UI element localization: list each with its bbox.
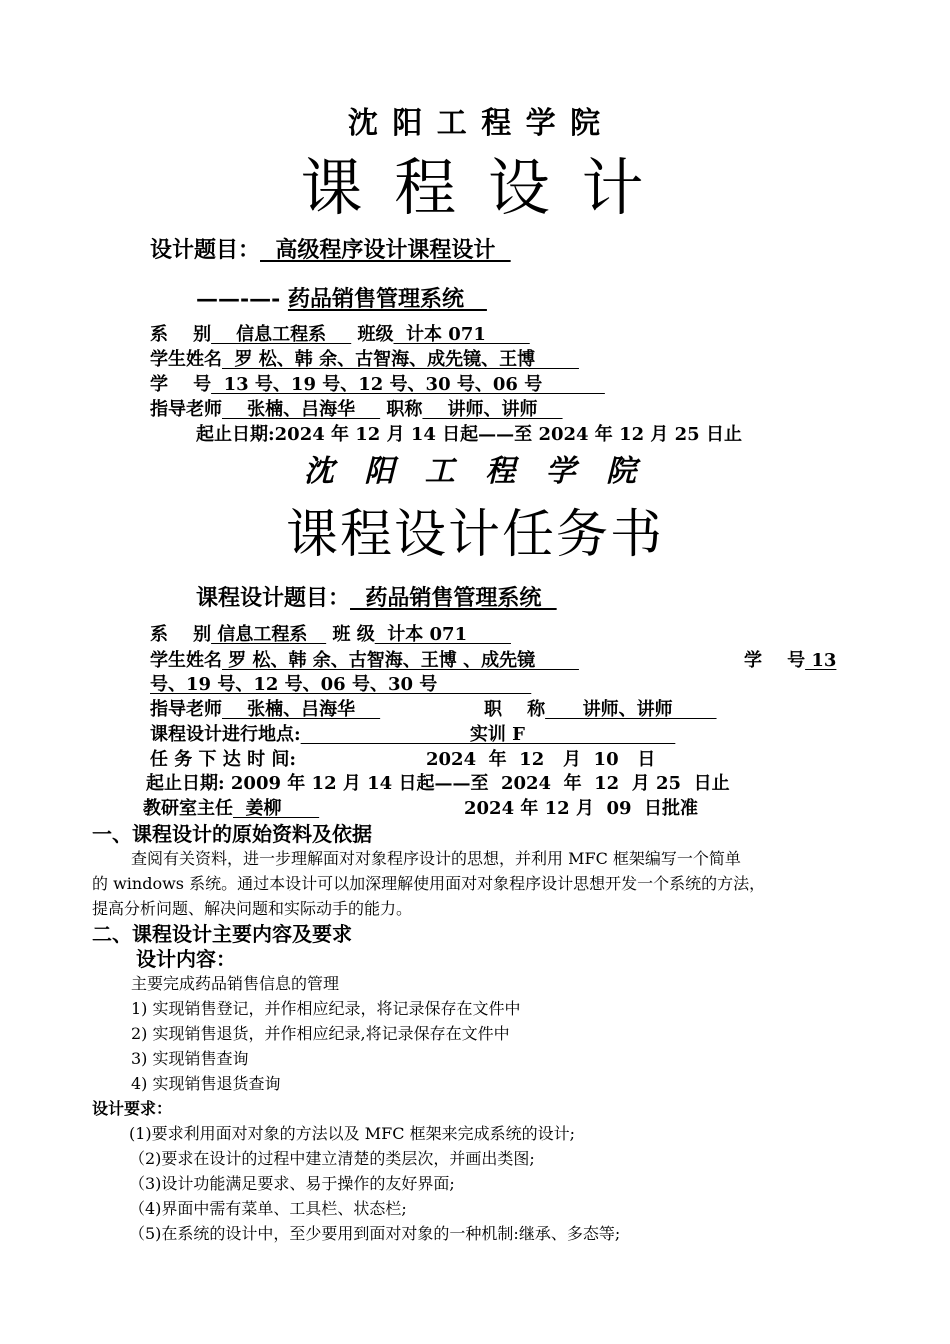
cover-class-label: 班级 bbox=[357, 324, 394, 345]
cover-rank-label: 职称 bbox=[386, 399, 423, 420]
task-issue-value: 2024 年 12 月 10 日 bbox=[426, 749, 656, 770]
section1-heading: 一、课程设计的原始资料及依据 bbox=[92, 822, 372, 846]
task-director-row bbox=[143, 798, 319, 820]
task-rank-label: 职 称 bbox=[484, 699, 546, 720]
task-dates: 起止日期: 2009 年 12 月 14 日起——至 2024 年 12 月 25 日止 bbox=[146, 773, 730, 794]
task-director-value: 姜柳 bbox=[233, 798, 320, 819]
cover-topic-row bbox=[150, 237, 511, 263]
task-id-value-line1: 13 bbox=[805, 650, 837, 671]
task-rank-value: 讲师、讲师 bbox=[545, 699, 717, 720]
cover-id-row bbox=[150, 374, 605, 396]
section1-para-line2: 的 windows 系统。通过本设计可以加深理解使用面对对象程序设计思想开发一个系统的方法， bbox=[92, 874, 766, 893]
section1-para-line3: 提高分析问题、解决问题和实际动手的能力。 bbox=[92, 899, 413, 918]
cover-students-label: 学生姓名 bbox=[150, 349, 222, 370]
task-students-label: 学生姓名 bbox=[150, 650, 222, 671]
cover-advisor-row bbox=[150, 399, 563, 421]
list-item: 2) 实现销售退货，并作相应纪录,将记录保存在文件中 bbox=[131, 1024, 510, 1043]
task-issue-label: 任 务 下 达 时 间: bbox=[150, 749, 296, 770]
task-topic-label: 课程设计题目： bbox=[196, 585, 351, 611]
list-item: (1)要求利用面对对象的方法以及 MFC 框架来完成系统的设计; bbox=[129, 1124, 575, 1143]
cover-id-label: 学 号 bbox=[150, 374, 212, 395]
design-requirements-heading: 设计要求： bbox=[92, 1099, 173, 1118]
list-item: 1) 实现销售登记，并作相应纪录，将记录保存在文件中 bbox=[131, 999, 521, 1018]
task-director-label: 教研室主任 bbox=[143, 798, 233, 819]
cover-dept-row bbox=[150, 324, 530, 346]
cover-dates: 起止日期:2024 年 12 月 14 日起——至 2024 年 12 月 25 日止 bbox=[196, 424, 742, 445]
cover-dept-label: 系 别 bbox=[150, 324, 212, 345]
task-place-label: 课程设计进行地点: bbox=[150, 724, 301, 745]
cover-students-value: 罗 松、韩 余、古智海、成先镜、王博 bbox=[222, 349, 579, 370]
list-item: （5)在系统的设计中，至少要用到面对对象的一种机制:继承、多态等; bbox=[129, 1224, 621, 1243]
list-item: （3)设计功能满足要求、易于操作的友好界面; bbox=[129, 1174, 455, 1193]
task-place-row bbox=[150, 724, 675, 746]
cover-advisor-label: 指导老师 bbox=[150, 399, 222, 420]
task-id-value-line2: 号、19 号、12 号、06 号、30 号 bbox=[150, 674, 532, 695]
task-topic-value: 药品销售管理系统 bbox=[350, 585, 557, 611]
design-content-intro: 主要完成药品销售信息的管理 bbox=[131, 974, 340, 993]
task-advisor-value: 张楠、吕海华 bbox=[222, 699, 381, 720]
cover-rank-value: 讲师、讲师 bbox=[422, 399, 563, 420]
cover-subtopic-prefix: ——-—- bbox=[196, 286, 281, 312]
task-students-row bbox=[150, 650, 579, 672]
cover-school-name: 沈 阳 工 程 学 院 bbox=[347, 106, 603, 141]
cover-subtopic-row bbox=[196, 286, 487, 312]
section1-para-line1: 查阅有关资料，进一步理解面对对象程序设计的思想，并利用 MFC 框架编写一个简单 bbox=[131, 849, 741, 868]
task-topic-row bbox=[196, 585, 557, 611]
task-students-value: 罗 松、韩 余、古智海、王博 、成先镜 bbox=[222, 650, 579, 671]
design-content-heading: 设计内容： bbox=[136, 947, 236, 971]
cover-dept-value: 信息工程系 bbox=[211, 324, 352, 345]
cover-advisor-value: 张楠、吕海华 bbox=[222, 399, 381, 420]
task-doc-title: 课程设计任务书 bbox=[285, 505, 664, 565]
cover-topic-label: 设计题目： bbox=[150, 237, 261, 263]
task-dept-label: 系 别 bbox=[150, 624, 212, 645]
task-id-continuation bbox=[150, 674, 531, 696]
task-advisor-label: 指导老师 bbox=[150, 699, 222, 720]
task-school-name: 沈 阳 工 程 学 院 bbox=[303, 454, 647, 489]
task-issue-row bbox=[150, 749, 296, 771]
cover-id-value: 13 号、19 号、12 号、30 号、06 号 bbox=[211, 374, 605, 395]
list-item: （2)要求在设计的过程中建立清楚的类层次，并画出类图; bbox=[129, 1149, 535, 1168]
task-advisor-row bbox=[150, 699, 380, 721]
task-id-row bbox=[744, 650, 836, 672]
task-rank-row bbox=[484, 699, 717, 721]
cover-topic-value: 高级程序设计课程设计 bbox=[260, 237, 511, 263]
list-item: 3) 实现销售查询 bbox=[131, 1049, 249, 1068]
cover-class-value: 计本 071 bbox=[393, 324, 530, 345]
section2-heading: 二、课程设计主要内容及要求 bbox=[92, 922, 352, 946]
list-item: 4) 实现销售退货查询 bbox=[131, 1074, 281, 1093]
task-approved: 2024 年 12 月 09 日批准 bbox=[464, 798, 699, 819]
task-dept-value: 信息工程系 bbox=[211, 624, 327, 645]
task-place-value: 实训 F bbox=[300, 724, 676, 745]
task-dept-row bbox=[150, 624, 511, 646]
task-class-value: 计本 071 bbox=[374, 624, 511, 645]
task-id-label: 学 号 bbox=[744, 650, 806, 671]
cover-subtopic-value: 药品销售管理系统 bbox=[287, 286, 487, 312]
list-item: （4)界面中需有菜单、工具栏、状态栏; bbox=[129, 1199, 407, 1218]
cover-students-row bbox=[150, 349, 579, 371]
cover-doc-title: 课 程 设 计 bbox=[300, 151, 650, 224]
task-class-label: 班 级 bbox=[332, 624, 375, 645]
